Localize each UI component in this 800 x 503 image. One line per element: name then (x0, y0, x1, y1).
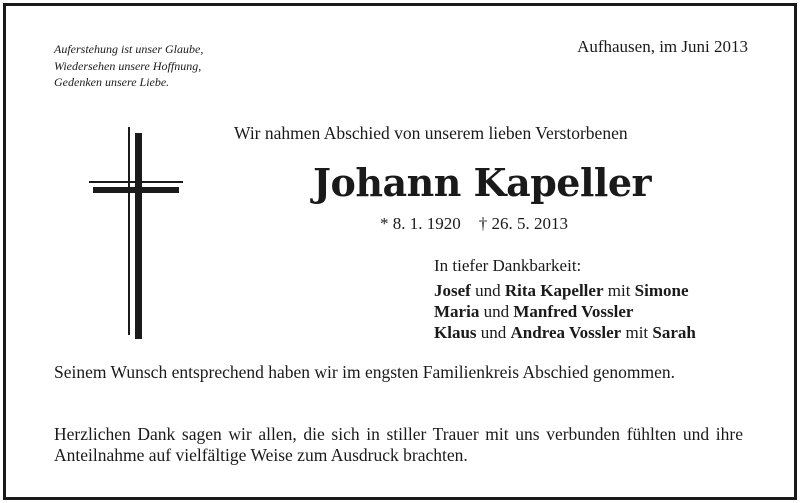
verse-line-2: Wiedersehen unsere Hoffnung, (54, 58, 202, 73)
mourner-name: Manfred Vossler (513, 302, 634, 321)
mourner-name: Josef (434, 281, 471, 300)
mourner-connector: mit (621, 323, 653, 342)
deceased-name: Johann Kapeller (313, 160, 652, 205)
mourner-name: Rita Kapeller (504, 281, 604, 300)
verse-line-1: Auferstehung ist unser Glaube, (54, 42, 204, 56)
mourner-name: Andrea Vossler (510, 323, 622, 342)
mourner-name: Maria (434, 302, 480, 321)
mourner-name: Klaus (434, 323, 477, 342)
mourners-line-2 (434, 301, 696, 322)
verse (54, 41, 203, 91)
cross-icon (86, 124, 186, 349)
mourner-connector: mit (603, 281, 635, 300)
family-note-paragraph: Seinem Wunsch entsprechend haben wir im engsten Familienkreis Abschied genommen. (54, 362, 676, 382)
death-date: † 26. 5. 2013 (478, 214, 568, 233)
mourner-name: Sarah (652, 323, 696, 342)
place-and-date: Aufhausen, im Juni 2013 (577, 37, 748, 56)
thanks-paragraph: Herzlichen Dank sagen wir allen, die sich in stiller Trauer mit uns verbunden fühlten und ihre Anteilnahme auf vielfältige Weise zum Ausdruck brachten. (54, 424, 743, 465)
mourners-line-1 (434, 280, 696, 301)
mourners-line-3 (434, 322, 696, 343)
mourner-connector: und (479, 302, 514, 321)
intro-text: Wir nahmen Abschied von unserem lieben Verstorbenen (234, 123, 628, 143)
thanks-heading: In tiefer Dankbarkeit: (434, 256, 582, 275)
mourner-name: Simone (634, 281, 689, 300)
mourner-connector: und (476, 323, 511, 342)
life-dates (380, 214, 586, 234)
verse-line-3: Gedenken unsere Liebe. (54, 75, 170, 89)
birth-date: * 8. 1. 1920 (380, 214, 461, 233)
mourner-connector: und (470, 281, 505, 300)
mourners-list (434, 280, 696, 343)
